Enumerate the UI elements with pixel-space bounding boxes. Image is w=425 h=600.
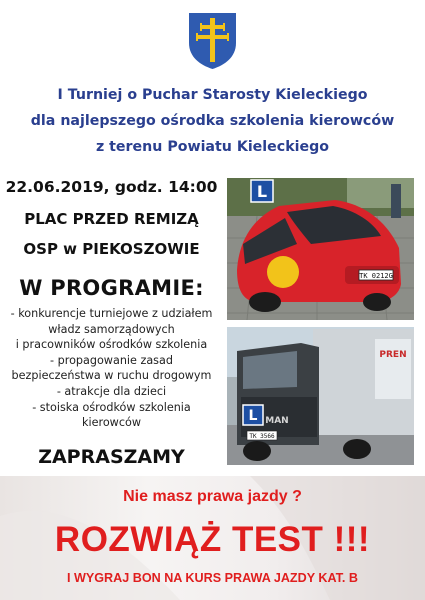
car-plate-text: TK 0212G bbox=[359, 272, 393, 280]
cta-subtext: I WYGRAJ BON NA KURS PRAWA JAZDY KAT. B bbox=[66, 571, 359, 585]
program-item: - konkurencje turniejowe z udziałem bbox=[10, 307, 213, 320]
event-title bbox=[0, 82, 425, 160]
program-item: - atrakcje dla dzieci bbox=[56, 384, 167, 398]
truck-photo bbox=[227, 327, 414, 465]
program-heading: W PROGRAMIE: bbox=[19, 276, 204, 300]
event-place-line-1: PLAC PRZED REMIZĄ bbox=[24, 210, 199, 228]
title-line-2: dla najlepszego ośrodka szkolenia kierowców bbox=[30, 113, 395, 129]
learner-sign-truck: L bbox=[248, 408, 258, 424]
title-line-1: I Turniej o Puchar Starosty Kieleckiego bbox=[57, 87, 368, 103]
question-text: Nie masz prawa jazdy ? bbox=[123, 488, 302, 505]
event-date-time: 22.06.2019, godz. 14:00 bbox=[5, 178, 218, 196]
program-item: - stoiska ośrodków szkolenia bbox=[32, 400, 191, 414]
cta-heading: ROZWIĄŻ TEST !!! bbox=[54, 520, 371, 559]
svg-text:MAN: MAN bbox=[265, 416, 289, 426]
program-item: bezpieczeństwa w ruchu drogowym bbox=[11, 369, 212, 383]
invite-text: ZAPRASZAMY bbox=[38, 446, 185, 468]
program-item: i pracowników ośrodków szkolenia bbox=[15, 338, 208, 352]
program-item: władz samorządowych bbox=[48, 322, 175, 336]
program-item: - propagowanie zasad bbox=[50, 353, 173, 367]
learner-sign-car: L bbox=[256, 182, 268, 201]
event-place-line-2: OSP w PIEKOSZOWIE bbox=[23, 240, 200, 258]
svg-text:PREN: PREN bbox=[379, 350, 407, 360]
car-photo bbox=[227, 178, 414, 320]
program-item: kierowców bbox=[82, 416, 141, 430]
program-list bbox=[0, 306, 223, 431]
coat-of-arms-icon bbox=[187, 11, 238, 71]
title-line-3: z terenu Powiatu Kieleckiego bbox=[95, 139, 330, 155]
truck-plate-text: TK 3566 bbox=[249, 433, 275, 440]
